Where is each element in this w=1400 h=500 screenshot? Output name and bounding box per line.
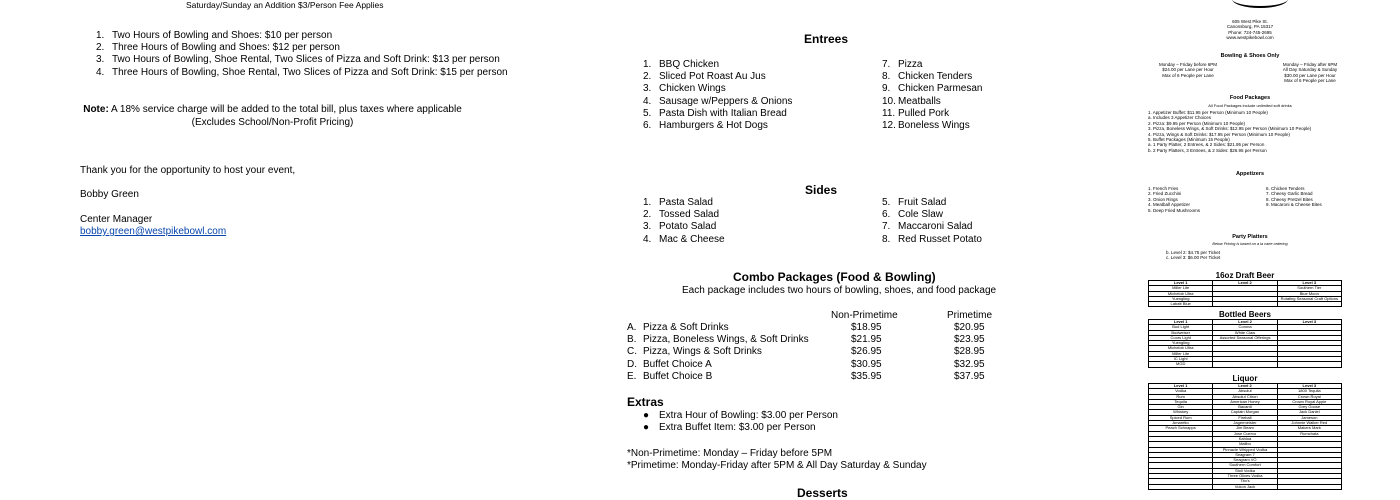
- appetizers-right-list: [1266, 186, 1346, 208]
- appetizer-item: 6. Chicken Tenders: [1266, 186, 1305, 191]
- entree-item: [882, 120, 982, 132]
- package-item-text: Two Hours of Bowling and Shoes: $10 per person: [112, 30, 333, 41]
- bottled-beer-cell: Assorted Seasonal Offerings: [1213, 335, 1277, 340]
- liquor-cell: Jameson: [1277, 415, 1341, 420]
- bowling-rate-line: $30.00 per Lane per Hour: [1284, 72, 1336, 78]
- appetizer-item: 5. Deep Fried Mushrooms: [1148, 207, 1201, 213]
- entree-item: [882, 108, 982, 120]
- bowling-shoes-heading: Bowling & Shoes Only: [1220, 53, 1280, 59]
- combo-nonprime-price: $18.95: [851, 322, 882, 333]
- liquor-cell: Seagram VO: [1213, 458, 1277, 463]
- bottled-beer-cell: Level 1: [1149, 320, 1213, 325]
- entree-item: [643, 120, 792, 132]
- combo-item-number: E.: [627, 370, 637, 382]
- food-package-line: b. 2 Party Platters, 3 Entrees, & 2 Sides: $26.95 per Person: [1148, 147, 1267, 153]
- liquor-cell: Tito's: [1213, 479, 1277, 484]
- side-item: [882, 197, 982, 209]
- liquor-cell: Grey Goose: [1277, 405, 1341, 410]
- combo-item-number: A.: [627, 322, 637, 333]
- draft-beer-cell: Level 3: [1277, 281, 1341, 286]
- entree-item-number: 7.: [882, 59, 891, 70]
- side-item-number: 4.: [643, 233, 652, 245]
- bowling-weekday-rates: [1148, 62, 1228, 78]
- package-item-text: Three Hours of Bowling and Shoes: $12 per person: [112, 42, 340, 54]
- extra-item-text: Extra Hour of Bowling: $3.00 per Person: [659, 410, 838, 421]
- address-line: 605 West Pike St.: [1232, 19, 1268, 24]
- bowling-rate-line: Max of 6 People per Lane: [1284, 78, 1336, 84]
- package-item-number: 4.: [96, 66, 105, 78]
- liquor-cell: Peach Schnapps: [1149, 426, 1213, 431]
- address-line: Canonsburg, PA 15317: [1226, 24, 1274, 30]
- combo-item: [627, 334, 809, 346]
- package-item-text: Three Hours of Bowling, Shoe Rental, Two Slices of Pizza and Soft Drink: $15 per person: [112, 66, 508, 78]
- bottled-beer-cell: Yuengling: [1149, 341, 1213, 346]
- entree-item-text: Chicken Wings: [659, 83, 726, 95]
- liquor-cell: Jose Cuervo: [1213, 431, 1277, 436]
- combo-nonprime-price: $26.95: [851, 346, 882, 358]
- prime-definition: *Primetime: Monday-Friday after 5PM & All Day Saturday & Sunday: [627, 460, 927, 471]
- combo-prime-price: $28.95: [954, 346, 985, 358]
- combo-nonprime-price: $30.95: [851, 358, 882, 370]
- combo-prime-price: $32.95: [954, 358, 985, 370]
- combo-item: [627, 371, 809, 383]
- side-item: [643, 197, 725, 209]
- combo-prime-price: $23.95: [954, 334, 985, 346]
- entree-item: [882, 59, 982, 71]
- liquor-cell: Tequila: [1149, 399, 1213, 404]
- extras-heading: Extras: [627, 395, 664, 409]
- liquor-cell: Seagram 7: [1213, 452, 1277, 457]
- entree-item: [643, 71, 792, 83]
- liquor-cell: Spiced Rum: [1149, 415, 1213, 420]
- extra-item: [633, 410, 838, 422]
- food-package-line: 4. Pizza, Wings & Soft Drinks: $17.95 per Person (Minimum 10 People): [1148, 131, 1291, 137]
- liquor-cell: Absolut: [1213, 389, 1277, 394]
- appetizers-heading: Appetizers: [1235, 171, 1265, 177]
- bottled-beer-cell: [1277, 362, 1341, 367]
- liquor-cell: Gin: [1149, 405, 1213, 410]
- appetizer-item: 4. Meatball Appetizer: [1148, 202, 1191, 208]
- entree-item-number: 1.: [643, 59, 652, 70]
- food-package-line: a. 1 Party Platter, 2 Entrees, & 2 Sides: $21.95 per Person: [1148, 142, 1265, 148]
- package-item-text: Two Hours of Bowling, Shoe Rental, Two Slices of Pizza and Soft Drink: $13 per person: [112, 54, 500, 66]
- entree-item-text: Boneless Wings: [898, 120, 970, 132]
- liquor-cell: Malibu: [1213, 442, 1277, 447]
- draft-beer-cell: Southern Tier: [1277, 286, 1341, 291]
- liquor-cell: Vukon Jack: [1213, 484, 1277, 489]
- note-label: Note:: [83, 104, 109, 115]
- bottled-beer-cell: Corona: [1213, 325, 1277, 330]
- food-package-line: 2. Pizza: $9.95 per Person (Minimum 10 People): [1148, 120, 1246, 126]
- sides-right-list: [882, 197, 982, 246]
- package-item: [96, 67, 508, 79]
- bowling-weekend-rates: [1270, 62, 1350, 84]
- bottled-beer-cell: Budweiser: [1149, 330, 1213, 335]
- side-item-text: Red Russet Potato: [898, 233, 982, 245]
- entree-item-text: Pulled Pork: [898, 107, 950, 119]
- combo-item-text: Pizza, Boneless Wings, & Soft Drinks: [643, 334, 809, 346]
- liquor-cell: Southern Comfort: [1213, 463, 1277, 468]
- entrees-right-list: [882, 59, 982, 132]
- side-item-text: Potato Salad: [659, 221, 717, 233]
- liquor-cell: Stoli Vodka: [1213, 468, 1277, 473]
- bottled-beer-cell: IC Light: [1149, 357, 1213, 362]
- extras-list: [633, 410, 838, 434]
- bottled-beer-heading: Bottled Beers: [1218, 310, 1271, 319]
- manager-email-link[interactable]: bobby.green@westpikebowl.com: [80, 226, 227, 237]
- draft-beer-table: [1148, 280, 1342, 307]
- entree-item-text: Hamburgers & Hot Dogs: [659, 120, 768, 132]
- bottled-beer-cell: Michelob Ultra: [1149, 346, 1213, 351]
- party-platters-subheading: Below Pricing is based on a la carte ordering: [1212, 242, 1288, 246]
- draft-beer-cell: Miller Lite: [1149, 286, 1213, 291]
- liquor-cell: [1277, 484, 1341, 489]
- bottled-beer-cell: Miller Lite: [1149, 351, 1213, 356]
- entree-item-text: Chicken Parmesan: [898, 83, 983, 95]
- side-item-number: 3.: [643, 221, 652, 233]
- side-item: [882, 221, 982, 233]
- liquor-cell: Level 3: [1277, 384, 1341, 389]
- side-item-text: Fruit Salad: [898, 197, 947, 208]
- side-item-text: Maccaroni Salad: [898, 221, 973, 233]
- appetizer-item: 3. Onion Rings: [1148, 196, 1178, 202]
- food-package-line: 1. Appetizer Buffet: $11.95 per Person (Minimum 10 People): [1148, 110, 1268, 115]
- bowling-packages-list: [96, 30, 508, 79]
- entree-item-text: Sausage w/Peppers & Onions: [659, 95, 793, 107]
- platter-item: c. Level 3: $6.00 Per Ticket: [1166, 255, 1221, 261]
- bowling-rate-line: All Day Saturday & Sunday: [1282, 67, 1338, 73]
- platter-item: b. Level 2: $4.75 per Ticket: [1166, 250, 1221, 255]
- combo-item-text: Buffet Choice B: [643, 370, 713, 382]
- extra-item-text: Extra Buffet Item: $3.00 per Person: [659, 422, 816, 434]
- entree-item: [643, 96, 792, 108]
- food-packages-subheading: All Food Packages include unlimited soft drinks: [1208, 103, 1292, 108]
- appetizer-item: 9. Macaroni & Cheese Bites: [1266, 202, 1322, 208]
- draft-beer-cell: Yuengling: [1149, 296, 1213, 301]
- entree-item: [882, 71, 982, 83]
- draft-beer-cell: Level 1: [1149, 281, 1213, 286]
- draft-beer-cell: Rotating Seasonal Craft Options: [1277, 296, 1341, 301]
- draft-beer-heading: 16oz Draft Beer: [1215, 271, 1275, 280]
- combo-item: [627, 359, 809, 371]
- combo-nonprime-price: $21.95: [851, 334, 882, 346]
- entree-item-number: 3.: [643, 83, 652, 95]
- bullet-icon: ●: [642, 422, 650, 434]
- combo-item-text: Pizza & Soft Drinks: [643, 322, 729, 333]
- liquor-cell: Makers Mark: [1277, 426, 1341, 431]
- liquor-cell: Amaretto: [1149, 421, 1213, 426]
- combo-list: [627, 322, 809, 383]
- liquor-cell: Rum: [1149, 394, 1213, 399]
- side-item: [643, 209, 725, 221]
- bowling-rate-line: $24.00 per Lane per Hour: [1162, 67, 1214, 73]
- package-item: [96, 42, 508, 54]
- liquor-cell: Captain Morgan: [1213, 410, 1277, 415]
- combo-item-number: C.: [627, 346, 637, 358]
- package-item-number: 2.: [96, 42, 105, 54]
- liquor-heading: Liquor: [1232, 374, 1258, 383]
- package-item: [96, 54, 508, 66]
- party-platters-list: [1166, 250, 1286, 261]
- entrees-left-list: [643, 59, 792, 132]
- food-package-line: 5. Buffet Packages (Minimum 15 People): [1148, 137, 1230, 143]
- entrees-heading: Entrees: [804, 32, 849, 46]
- sides-heading: Sides: [805, 183, 838, 197]
- entree-item-number: 2.: [643, 71, 652, 83]
- food-package-line: 3. Pizza, Boneless Wings, & Soft Drinks: $12.95 per Person (Minimum 10 People): [1148, 126, 1312, 132]
- entree-item-number: 5.: [643, 107, 652, 119]
- bottled-beer-cell: Coors Light: [1149, 335, 1213, 340]
- bottled-beer-row: [1149, 362, 1342, 367]
- draft-beer-cell: Michelob Ultra: [1149, 291, 1213, 296]
- address-block: [1195, 19, 1305, 41]
- liquor-cell: Fireball: [1213, 415, 1277, 420]
- liquor-row: [1149, 484, 1342, 489]
- bowling-rate-line: Max of 6 People per Lane: [1162, 72, 1214, 78]
- appetizers-left-list: [1148, 186, 1248, 213]
- food-package-line: a. Includes 3 Appetizer Choices: [1148, 115, 1212, 121]
- entree-item: [643, 59, 792, 71]
- combo-item: [627, 346, 809, 358]
- appetizer-item: 7. Cheesy Garlic Bread: [1266, 191, 1313, 197]
- liquor-cell: Jack Daniel: [1277, 410, 1341, 415]
- bottled-beer-cell: MGD: [1149, 362, 1213, 367]
- combo-prime-prices: [954, 322, 985, 383]
- package-item-number: 3.: [96, 54, 105, 66]
- bottled-beer-cell: Level 3: [1277, 320, 1341, 325]
- liquor-cell: Vodka: [1149, 389, 1213, 394]
- side-item-text: Tossed Salad: [659, 209, 720, 221]
- entree-item-number: 10.: [882, 95, 896, 107]
- thanks-text: Thank you for the opportunity to host your event,: [80, 165, 296, 176]
- liquor-cell: Crown Royal Apple: [1277, 399, 1341, 404]
- food-packages-list: [1148, 110, 1348, 153]
- side-item-number: 7.: [882, 221, 891, 233]
- side-item-number: 5.: [882, 197, 891, 208]
- liquor-cell: Crown Royal: [1277, 394, 1341, 399]
- liquor-cell: Whiskey: [1149, 410, 1213, 415]
- entree-item-number: 4.: [643, 95, 652, 107]
- manager-title: Center Manager: [80, 214, 153, 225]
- liquor-cell: Absolut Citron: [1213, 394, 1277, 399]
- combo-item-number: B.: [627, 334, 637, 346]
- combo-prime-price: $37.95: [954, 370, 985, 382]
- nonprime-definition: *Non-Primetime: Monday – Friday before 5PM: [627, 448, 833, 459]
- bottled-beer-cell: Level 2: [1213, 320, 1277, 325]
- liquor-cell: [1149, 484, 1213, 489]
- liquor-table: [1148, 383, 1342, 490]
- draft-beer-cell: [1213, 302, 1277, 307]
- package-item-number: 1.: [96, 30, 105, 41]
- combo-subheading: Each package includes two hours of bowling, shoes, and food package: [682, 285, 997, 296]
- side-item-number: 8.: [882, 233, 891, 245]
- appetizer-item: 8. Cheesy Pretzel Bites: [1266, 196, 1313, 202]
- combo-item: [627, 322, 809, 334]
- liquor-cell: Level 1: [1149, 384, 1213, 389]
- side-item-number: 2.: [643, 209, 652, 221]
- bullet-icon: ●: [642, 410, 650, 421]
- liquor-cell: 1800 Tequila: [1277, 389, 1341, 394]
- side-item: [643, 234, 725, 246]
- draft-beer-row: [1149, 302, 1342, 307]
- side-item: [882, 234, 982, 246]
- combo-nonprime-prices: [851, 322, 882, 383]
- entree-item-number: 11.: [882, 107, 896, 119]
- address-line: www.westpikebowl.com: [1226, 35, 1274, 41]
- side-item-number: 1.: [643, 197, 652, 208]
- draft-beer-cell: Labatt Blue: [1149, 302, 1213, 307]
- combo-nonprime-price: $35.95: [851, 370, 882, 382]
- appetizer-item: 1. French Fries: [1148, 186, 1179, 191]
- entree-item-number: 12.: [882, 120, 896, 132]
- entree-item: [882, 83, 982, 95]
- liquor-cell: Johnnie Walker Red: [1277, 421, 1341, 426]
- combo-item-number: D.: [627, 358, 637, 370]
- note-text: A 18% service charge will be added to the total bill, plus taxes where applicable (Excludes School/Non-Profit Pricing): [111, 104, 462, 128]
- desserts-heading: Desserts: [797, 486, 848, 500]
- address-line: Phone: 724-745-2695: [1228, 29, 1272, 35]
- liquor-cell: Level 2: [1213, 384, 1277, 389]
- entree-item: [882, 96, 982, 108]
- bowling-rate-line: Monday – Friday after 6PM: [1282, 62, 1338, 67]
- extra-item: [633, 422, 838, 434]
- nonprime-column-header: Non-Primetime: [831, 310, 898, 321]
- combo-item-text: Pizza, Wings & Soft Drinks: [643, 346, 762, 358]
- combo-heading: Combo Packages (Food & Bowling): [733, 270, 936, 284]
- liquor-cell: Three Olives Vodka: [1213, 474, 1277, 479]
- package-item: [96, 30, 508, 42]
- entree-item-number: 9.: [882, 83, 891, 95]
- side-item: [643, 221, 725, 233]
- entree-item-number: 8.: [882, 71, 891, 83]
- draft-beer-cell: [1277, 302, 1341, 307]
- service-charge-note: [80, 104, 465, 129]
- entree-item-text: Chicken Tenders: [898, 71, 973, 83]
- liquor-cell: Rumchata: [1277, 431, 1341, 436]
- bottled-beer-cell: [1213, 362, 1277, 367]
- draft-beer-cell: Blue Moon: [1277, 291, 1341, 296]
- side-item-text: Mac & Cheese: [659, 233, 725, 245]
- liquor-cell: Kahlua: [1213, 436, 1277, 441]
- entree-item-text: BBQ Chicken: [659, 59, 720, 70]
- liquor-cell: Pinnacle Whipped Vodka: [1213, 447, 1277, 452]
- manager-name: Bobby Green: [80, 189, 139, 200]
- logo-swoosh: [1232, 0, 1288, 8]
- bottled-beer-cell: Bud Light: [1149, 325, 1213, 330]
- side-item: [882, 209, 982, 221]
- liquor-cell: American Honey: [1213, 399, 1277, 404]
- bowling-rate-line: Monday – Friday before 6PM: [1158, 62, 1218, 67]
- entree-item-text: Pizza: [898, 59, 923, 70]
- entree-item: [643, 83, 792, 95]
- entree-item-text: Sliced Pot Roast Au Jus: [659, 71, 766, 83]
- combo-item-text: Buffet Choice A: [643, 358, 712, 370]
- liquor-cell: Jim Beam: [1213, 426, 1277, 431]
- side-item-text: Cole Slaw: [898, 209, 944, 221]
- liquor-cell: Bacardi: [1213, 405, 1277, 410]
- appetizer-item: 2. Fried Zucchini: [1148, 191, 1182, 197]
- surcharge-note: Saturday/Sunday an Addition $3/Person Fee Applies: [186, 0, 384, 10]
- entree-item: [643, 108, 792, 120]
- bottled-beer-table: [1148, 319, 1342, 368]
- combo-prime-price: $20.95: [954, 322, 985, 333]
- party-platters-heading: Party Platters: [1232, 234, 1268, 240]
- liquor-cell: Jagermeister: [1213, 421, 1277, 426]
- entree-item-text: Pasta Dish with Italian Bread: [659, 107, 787, 119]
- side-item-number: 6.: [882, 209, 891, 221]
- sides-left-list: [643, 197, 725, 246]
- food-packages-heading: Food Packages: [1229, 95, 1271, 101]
- entree-item-text: Meatballs: [898, 95, 941, 107]
- side-item-text: Pasta Salad: [659, 197, 713, 208]
- prime-column-header: Primetime: [947, 310, 993, 321]
- bottled-beer-cell: White Claw: [1213, 330, 1277, 335]
- entree-item-number: 6.: [643, 120, 652, 132]
- draft-beer-cell: Level 2: [1213, 281, 1277, 286]
